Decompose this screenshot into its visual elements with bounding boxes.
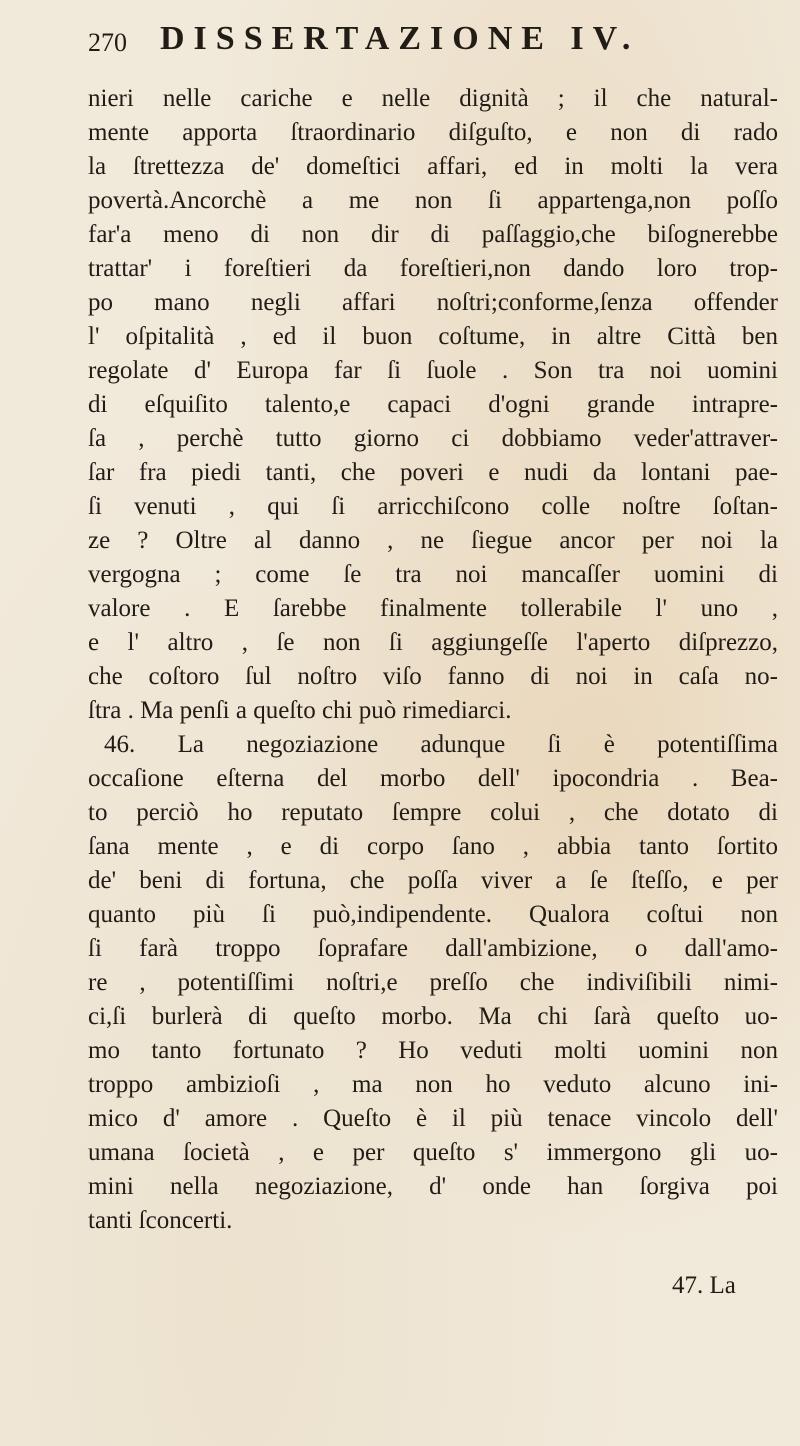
running-title: DISSERTAZIONE IV. xyxy=(160,20,640,57)
text-line: povertà.Ancorchè a me non ſi appartenga,non poſſo xyxy=(88,187,778,214)
text-line: la ſtrettezza de' domeſtici affari, ed in molti la vera xyxy=(88,153,778,180)
body-text xyxy=(88,82,778,1238)
text-line: ſi venuti , qui ſi arricchiſcono colle noſtre ſoſtan- xyxy=(88,493,778,520)
text-line: mo tanto fortunato ? Ho veduti molti uomini non xyxy=(88,1037,778,1064)
text-line: ſtra . Ma penſi a queſto chi può rimediarci. xyxy=(88,697,512,724)
text-line: vergogna ; come ſe tra noi mancaſſer uomini di xyxy=(88,561,778,588)
text-line: ze ? Oltre al danno , ne ſiegue ancor per noi la xyxy=(88,527,778,554)
text-line: mini nella negoziazione, d' onde han ſorgiva poi xyxy=(88,1173,778,1200)
text-line: quanto più ſi può,indipendente. Qualora coſtui non xyxy=(88,901,778,928)
text-line: far'a meno di non dir di paſſaggio,che biſognerebbe xyxy=(88,221,778,248)
text-line: di eſquiſito talento,e capaci d'ogni grande intrapre- xyxy=(88,391,778,418)
text-line: valore . E ſarebbe finalmente tollerabile l' uno , xyxy=(88,595,778,622)
page-number: 270 xyxy=(88,28,127,57)
text-line: ſar fra piedi tanti, che poveri e nudi da lontani pae- xyxy=(88,459,778,486)
text-line: occaſione eſterna del morbo dell' ipocondria . Bea- xyxy=(88,765,778,792)
text-line: mente apporta ſtraordinario diſguſto, e non di rado xyxy=(88,119,778,146)
catchword: 47. La xyxy=(672,1272,736,1299)
paragraph-46-start: 46. La negoziazione adunque ſi è potentiſſima xyxy=(104,731,778,758)
text-line: ſana mente , e di corpo ſano , abbia tanto ſortito xyxy=(88,833,778,860)
text-line: tanti ſconcerti. xyxy=(88,1207,233,1234)
text-line: de' beni di fortuna, che poſſa viver a ſe ſteſſo, e per xyxy=(88,867,778,894)
text-line: ſa , perchè tutto giorno ci dobbiamo veder'attraver- xyxy=(88,425,778,452)
page-header xyxy=(88,20,778,64)
text-line: to perciò ho reputato ſempre colui , che dotato di xyxy=(88,799,778,826)
text-line: troppo ambizioſi , ma non ho veduto alcuno ini- xyxy=(88,1071,778,1098)
text-line: ci,ſi burlerà di queſto morbo. Ma chi ſarà queſto uo- xyxy=(88,1003,778,1030)
text-line: trattar' i foreſtieri da foreſtieri,non dando loro trop- xyxy=(88,255,778,282)
text-line: l' oſpitalità , ed il buon coſtume, in altre Città ben xyxy=(88,323,778,350)
text-line: umana ſocietà , e per queſto s' immergono gli uo- xyxy=(88,1139,778,1166)
text-line: ſi farà troppo ſoprafare dall'ambizione, o dall'amo- xyxy=(88,935,778,962)
text-line: po mano negli affari noſtri;conforme,ſenza offender xyxy=(88,289,778,316)
text-line: re , potentiſſimi noſtri,e preſſo che indiviſibili nimi- xyxy=(88,969,778,996)
text-line: regolate d' Europa far ſi ſuole . Son tra noi uomini xyxy=(88,357,778,384)
text-line: nieri nelle cariche e nelle dignità ; il che natural- xyxy=(88,85,778,112)
text-line: che coſtoro ſul noſtro viſo fanno di noi in caſa no- xyxy=(88,663,778,690)
text-line: mico d' amore . Queſto è il più tenace vincolo dell' xyxy=(88,1105,778,1132)
text-line: e l' altro , ſe non ſi aggiungeſſe l'aperto diſprezzo, xyxy=(88,629,778,656)
